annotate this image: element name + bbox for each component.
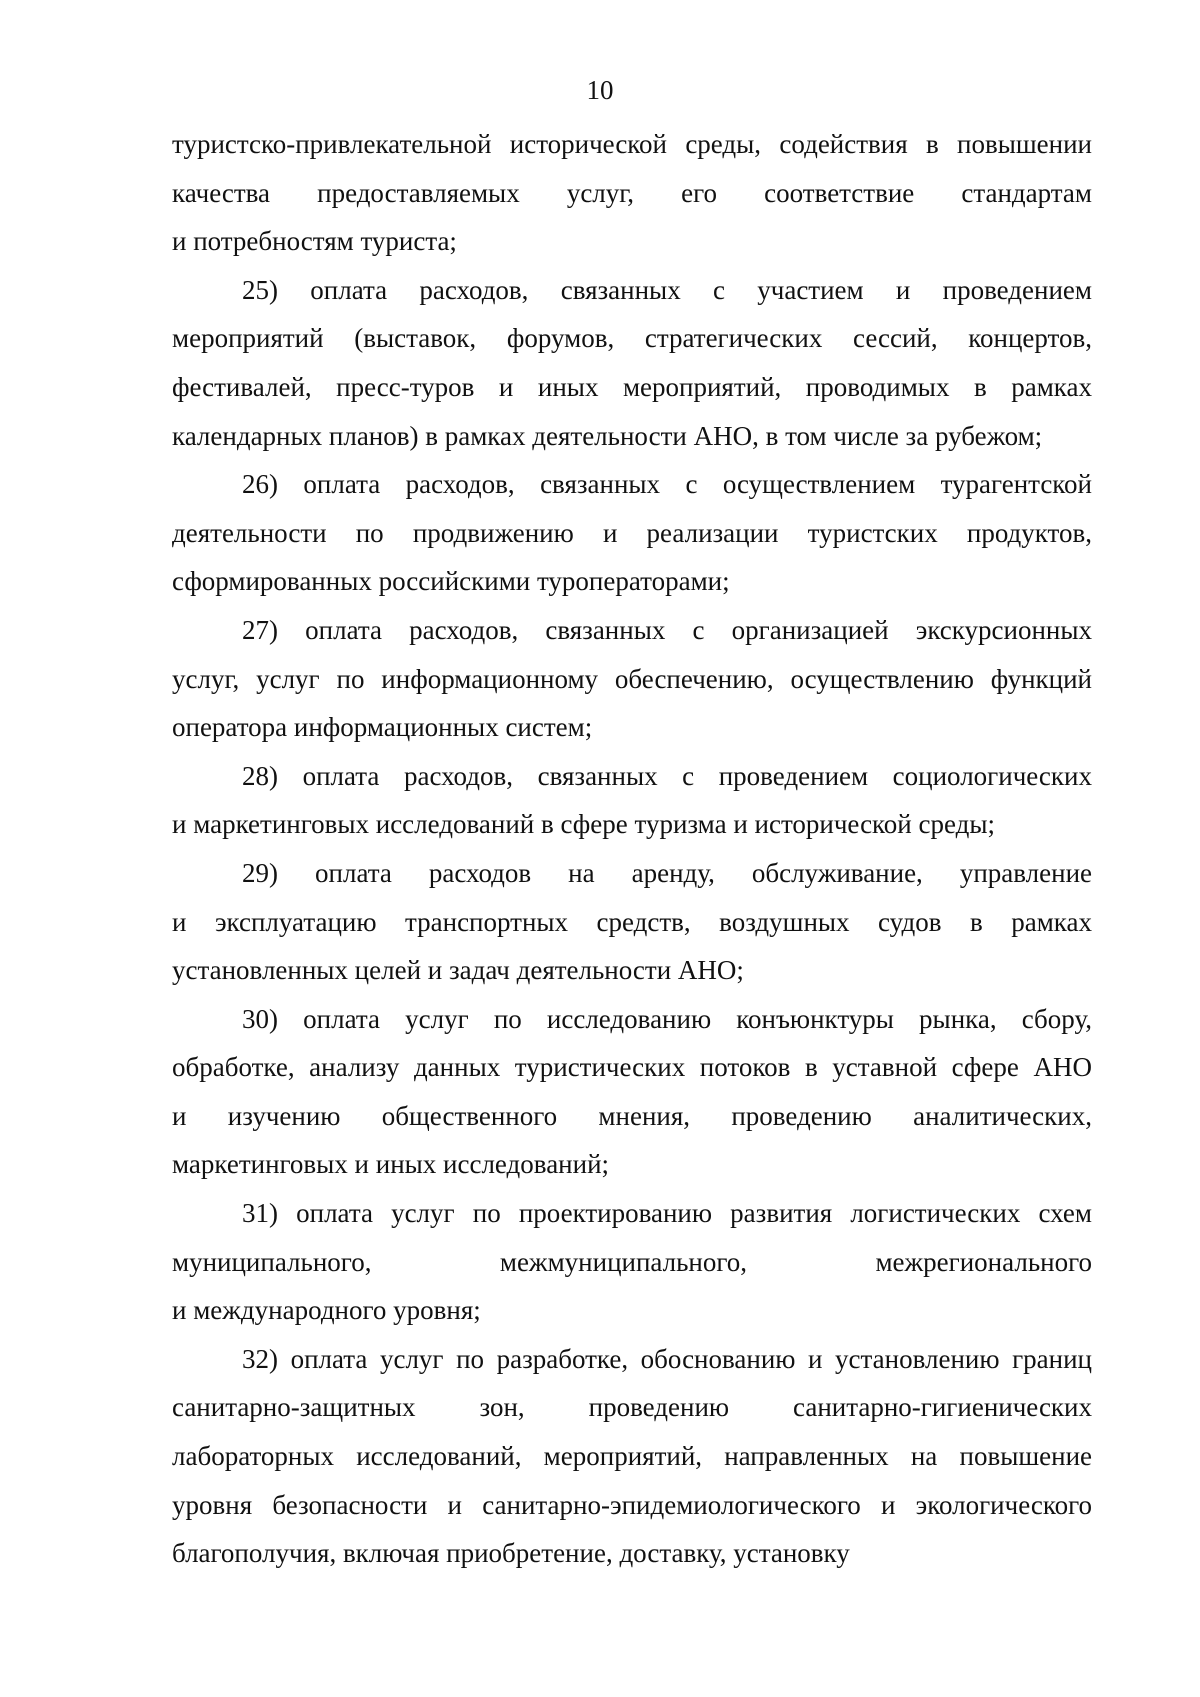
paragraph-line: качества предоставляемых услуг, его соответствие стандартам (172, 177, 1092, 208)
paragraph-line: обработке, анализу данных туристических потоков в уставной сфере АНО (172, 1052, 1092, 1083)
paragraph-line: маркетинговых и иных исследований; (172, 1149, 610, 1180)
paragraph-line: 27) оплата расходов, связанных с организацией экскурсионных (242, 614, 1092, 645)
paragraph-line: 30) оплата услуг по исследованию конъюнктуры рынка, сбору, (242, 1003, 1092, 1034)
page-number: 10 (586, 75, 614, 105)
paragraph-line: 26) оплата расходов, связанных с осуществлением турагентской (242, 469, 1092, 500)
paragraph-line: деятельности по продвижению и реализации туристских продуктов, (172, 517, 1092, 548)
paragraph-line: 28) оплата расходов, связанных с проведением социологических (242, 760, 1092, 791)
paragraph-line: установленных целей и задач деятельности АНО; (172, 955, 744, 986)
paragraph-line: услуг, услуг по информационному обеспечению, осуществлению функций (172, 663, 1092, 694)
paragraph-line: 32) оплата услуг по разработке, обоснованию и установлению границ (242, 1343, 1092, 1374)
paragraph-line: фестивалей, пресс-туров и иных мероприятий, проводимых в рамках (172, 371, 1092, 402)
paragraph-line: 25) оплата расходов, связанных с участием и проведением (242, 274, 1092, 305)
paragraph-line: сформированных российскими туроператорами; (172, 566, 730, 597)
paragraph-line: мероприятий (выставок, форумов, стратегических сессий, концертов, (172, 323, 1092, 354)
document-body (172, 120, 1092, 1578)
paragraph-line: и маркетинговых исследований в сфере туризма и исторической среды; (172, 809, 995, 840)
paragraph-line: 29) оплата расходов на аренду, обслуживание, управление (242, 857, 1092, 888)
paragraph-line: календарных планов) в рамках деятельности АНО, в том числе за рубежом; (172, 420, 1043, 451)
paragraph-line: санитарно-защитных зон, проведению санитарно-гигиенических (172, 1392, 1092, 1423)
paragraph-line: и изучению общественного мнения, проведению аналитических, (172, 1100, 1092, 1131)
paragraph-line: благополучия, включая приобретение, доставку, установку (172, 1538, 850, 1569)
paragraph-line: и потребностям туриста; (172, 226, 457, 257)
paragraph-line: туристско-привлекательной исторической среды, содействия в повышении (172, 129, 1092, 159)
paragraph-line: лабораторных исследований, мероприятий, направленных на повышение (172, 1441, 1092, 1472)
paragraph-line: оператора информационных систем; (172, 712, 593, 743)
paragraph-line: и международного уровня; (172, 1295, 481, 1326)
paragraph-line: 31) оплата услуг по проектированию развития логистических схем (242, 1198, 1092, 1229)
paragraph-line: муниципального, межмуниципального, межрегионального (172, 1246, 1092, 1277)
paragraph-line: уровня безопасности и санитарно-эпидемиологического и экологического (172, 1489, 1092, 1520)
paragraph-line: и эксплуатацию транспортных средств, воздушных судов в рамках (172, 906, 1092, 937)
